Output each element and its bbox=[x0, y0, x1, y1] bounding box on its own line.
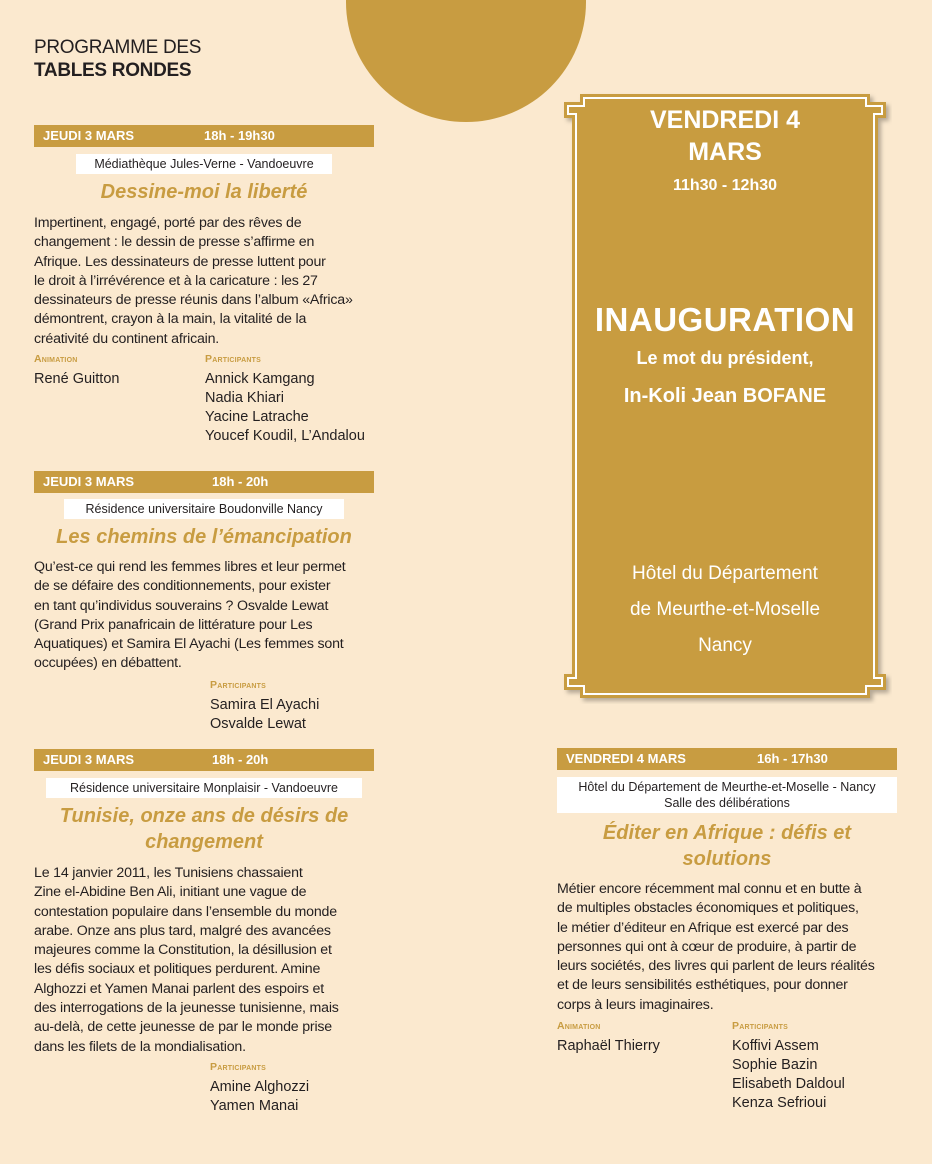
session-2-title: Les chemins de l’émancipation bbox=[56, 526, 352, 548]
session-1-participants-label: Participants bbox=[205, 353, 261, 365]
session-1-date-band: JEUDI 3 MARS 18h - 19h30 bbox=[34, 125, 374, 147]
session-3-title: Tunisie, onze ans de désirs de changement bbox=[59, 805, 349, 853]
inauguration-speaker: In-Koli Jean BOFANE bbox=[623, 385, 827, 407]
inauguration-title: INAUGURATION bbox=[594, 301, 856, 338]
session-1-animation-names: René Guitton bbox=[34, 371, 120, 387]
session-3-date-band: JEUDI 3 MARS 18h - 20h bbox=[34, 749, 374, 771]
session-2-participants: Samira El Ayachi Osvalde Lewat bbox=[210, 697, 320, 732]
session-2-date-band: JEUDI 3 MARS 18h - 20h bbox=[34, 471, 374, 493]
inauguration-time: 11h30 - 12h30 bbox=[672, 177, 778, 194]
page-title: PROGRAMME DES TABLES RONDES bbox=[34, 37, 202, 81]
session-3-description: Le 14 janvier 2011, les Tunisiens chassaient Zine el-Abidine Ben Ali, initiant une vague de contestation populaire dans l’ensemble du monde arabe. Onze ans plus tard, malgré des avancées majeures comme la Constitution, la désillusion et les défis sociaux et politiques perdurent. Amine Alghozzi et Yamen Manai parlent des espoirs et des interrogations de la jeunesse tunisienne, mais au-delà, de cette jeunesse de par le monde prise dans les filets de la mondialisation. bbox=[34, 865, 339, 1055]
inauguration-subtitle-1: Le mot du président, bbox=[636, 348, 814, 368]
session-1-animation-label: Animation bbox=[34, 353, 78, 365]
decorative-circle bbox=[346, 0, 586, 122]
session-1-participants: Annick Kamgang Nadia Khiari Yacine Latrache Youcef Koudil, L’Andalou bbox=[205, 371, 365, 444]
session-1-venue: Médiathèque Jules-Verne - Vandoeuvre bbox=[76, 154, 332, 174]
session-3-venue: Résidence universitaire Monplaisir - Vandoeuvre bbox=[46, 778, 362, 798]
session-1-title: Dessine-moi la liberté bbox=[100, 181, 308, 203]
session-1-description: Impertinent, engagé, porté par des rêves de changement : le dessin de presse s’affirme en Afrique. Les dessinateurs de presse luttent pour le droit à l’irrévérence et à la caricature : les 27 dessinateurs de presse réunis dans l’album «Africa» démontrent, crayon à la main, la vitalité de la créativité du continent africain. bbox=[34, 215, 353, 347]
session-4-participants-label: Participants bbox=[732, 1020, 788, 1032]
session-4-participants: Koffivi Assem Sophie Bazin Elisabeth Daldoul Kenza Sefrioui bbox=[732, 1038, 845, 1111]
inauguration-panel bbox=[558, 88, 892, 704]
session-4-animation-names: Raphaël Thierry bbox=[557, 1038, 660, 1054]
session-4-venue: Hôtel du Département de Meurthe-et-Moselle - Nancy Salle des délibérations bbox=[557, 777, 897, 813]
inauguration-place: Hôtel du Département de Meurthe-et-Moselle Nancy bbox=[629, 563, 821, 656]
session-2-participants-label: Participants bbox=[210, 679, 266, 691]
session-4-date-band: VENDREDI 4 MARS 16h - 17h30 bbox=[557, 748, 897, 770]
session-4-description: Métier encore récemment mal connu et en butte à de multiples obstacles économiques et politiques, le métier d’éditeur en Afrique est exercé par des personnes qui ont à cœur de produire, à partir de leurs sociétés, des livres qui parlent de leurs réalités et de leurs sensibilités esthétiques, pour donner corps à leurs imaginaires. bbox=[557, 881, 875, 1013]
session-4-animation-label: Animation bbox=[557, 1020, 601, 1032]
inauguration-day: VENDREDI 4 MARS bbox=[649, 106, 801, 166]
session-2-description: Qu’est-ce qui rend les femmes libres et leur permet de se défaire des conditionnements, pour exister en tant qu’individus souverains ? Osvalde Lewat (Grand Prix panafricain de littérature pour Les Aquatiques) et Samira El Ayachi (Les femmes sont occupées) en débattent. bbox=[34, 559, 346, 672]
session-3-participants-label: Participants bbox=[210, 1061, 266, 1073]
session-2-venue: Résidence universitaire Boudonville Nancy bbox=[64, 499, 344, 519]
session-4-title: Éditer en Afrique : défis et solutions bbox=[602, 822, 852, 870]
session-3-participants: Amine Alghozzi Yamen Manai bbox=[210, 1079, 310, 1114]
